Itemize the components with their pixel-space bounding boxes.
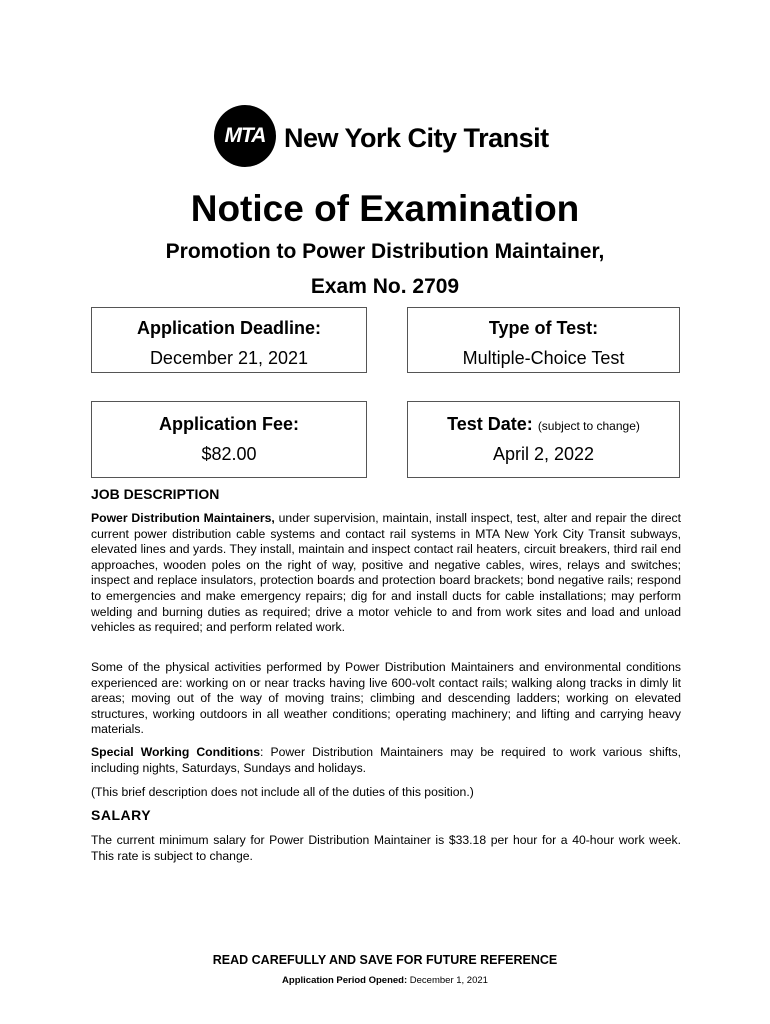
test-date-label: Test Date:	[447, 414, 533, 434]
physical-activities-paragraph: Some of the physical activities performed by Power Distribution Maintainers and environmental conditions experienced are: working on or near tracks having live 600-volt contact rails; walking along tracks in dimly lit areas; moving out of the way of moving trains; climbing and descending ladders; working on elevated structures, working outdoors in all weather conditions; operating machinery; and lifting and carrying heavy materials.	[91, 660, 681, 737]
mta-logo-icon: MTA	[214, 105, 276, 167]
job-description-paragraph	[91, 511, 681, 636]
application-period-value: December 1, 2021	[407, 975, 488, 986]
footer-notice: READ CAREFULLY AND SAVE FOR FUTURE REFERENCE	[212, 953, 558, 967]
fee-label: Application Fee:	[158, 414, 299, 434]
test-type-value: Multiple-Choice Test	[462, 348, 625, 368]
salary-heading: SALARY	[91, 807, 152, 823]
job-description-lead: Power Distribution Maintainers,	[91, 511, 275, 525]
deadline-label: Application Deadline:	[136, 318, 322, 338]
special-conditions-lead: Special Working Conditions	[91, 745, 260, 759]
exam-number: Exam No. 2709	[310, 275, 460, 298]
application-period-label: Application Period Opened:	[282, 975, 408, 986]
test-date-label-row	[408, 414, 679, 435]
fee-value: $82.00	[201, 444, 257, 464]
duties-disclaimer: (This brief description does not include all of the duties of this position.)	[91, 785, 474, 799]
logo	[214, 105, 574, 175]
deadline-value: December 21, 2021	[149, 348, 309, 368]
test-type-box	[407, 307, 680, 373]
test-date-note: (subject to change)	[537, 419, 640, 433]
special-conditions-text: : Power Distribution Maintainers may be required to work various shifts, including nights, Saturdays, Sundays and holidays.	[91, 745, 682, 775]
salary-text: The current minimum salary for Power Distribution Maintainer is $33.18 per hour for a 40-hour work week. This rate is subject to change.	[91, 833, 681, 863]
application-period	[0, 975, 770, 986]
special-conditions-paragraph	[91, 745, 681, 776]
agency-name: New York City Transit	[284, 123, 549, 153]
exam-subtitle: Promotion to Power Distribution Maintainer,	[165, 240, 605, 263]
deadline-box	[91, 307, 367, 373]
fee-box	[91, 401, 367, 478]
test-type-label: Type of Test:	[488, 318, 599, 338]
job-description-text: under supervision, maintain, install inspect, test, alter and repair the direct current power distribution cable systems and contact rail systems in MTA New York City Transit subways, elevated lines and yards. They install, maintain and inspect contact rail heaters, circuit breakers, third rail end approaches, wooden poles on the right of way, positive and negative cables, wires, relays and switches; inspect and replace insulators, protection boards and protection board brackets; bond negative rails; respond to emergencies and make emergency repairs; dig for and install ducts for cable installations; may perform welding and burning duties as required; drive a motor vehicle to and from work sites and load and unload vehicles as required; and perform related work.	[91, 511, 681, 635]
job-description-heading: JOB DESCRIPTION	[91, 486, 220, 502]
test-date-value: April 2, 2022	[492, 444, 595, 464]
test-date-box	[407, 401, 680, 478]
page-title: Notice of Examination	[190, 188, 580, 229]
